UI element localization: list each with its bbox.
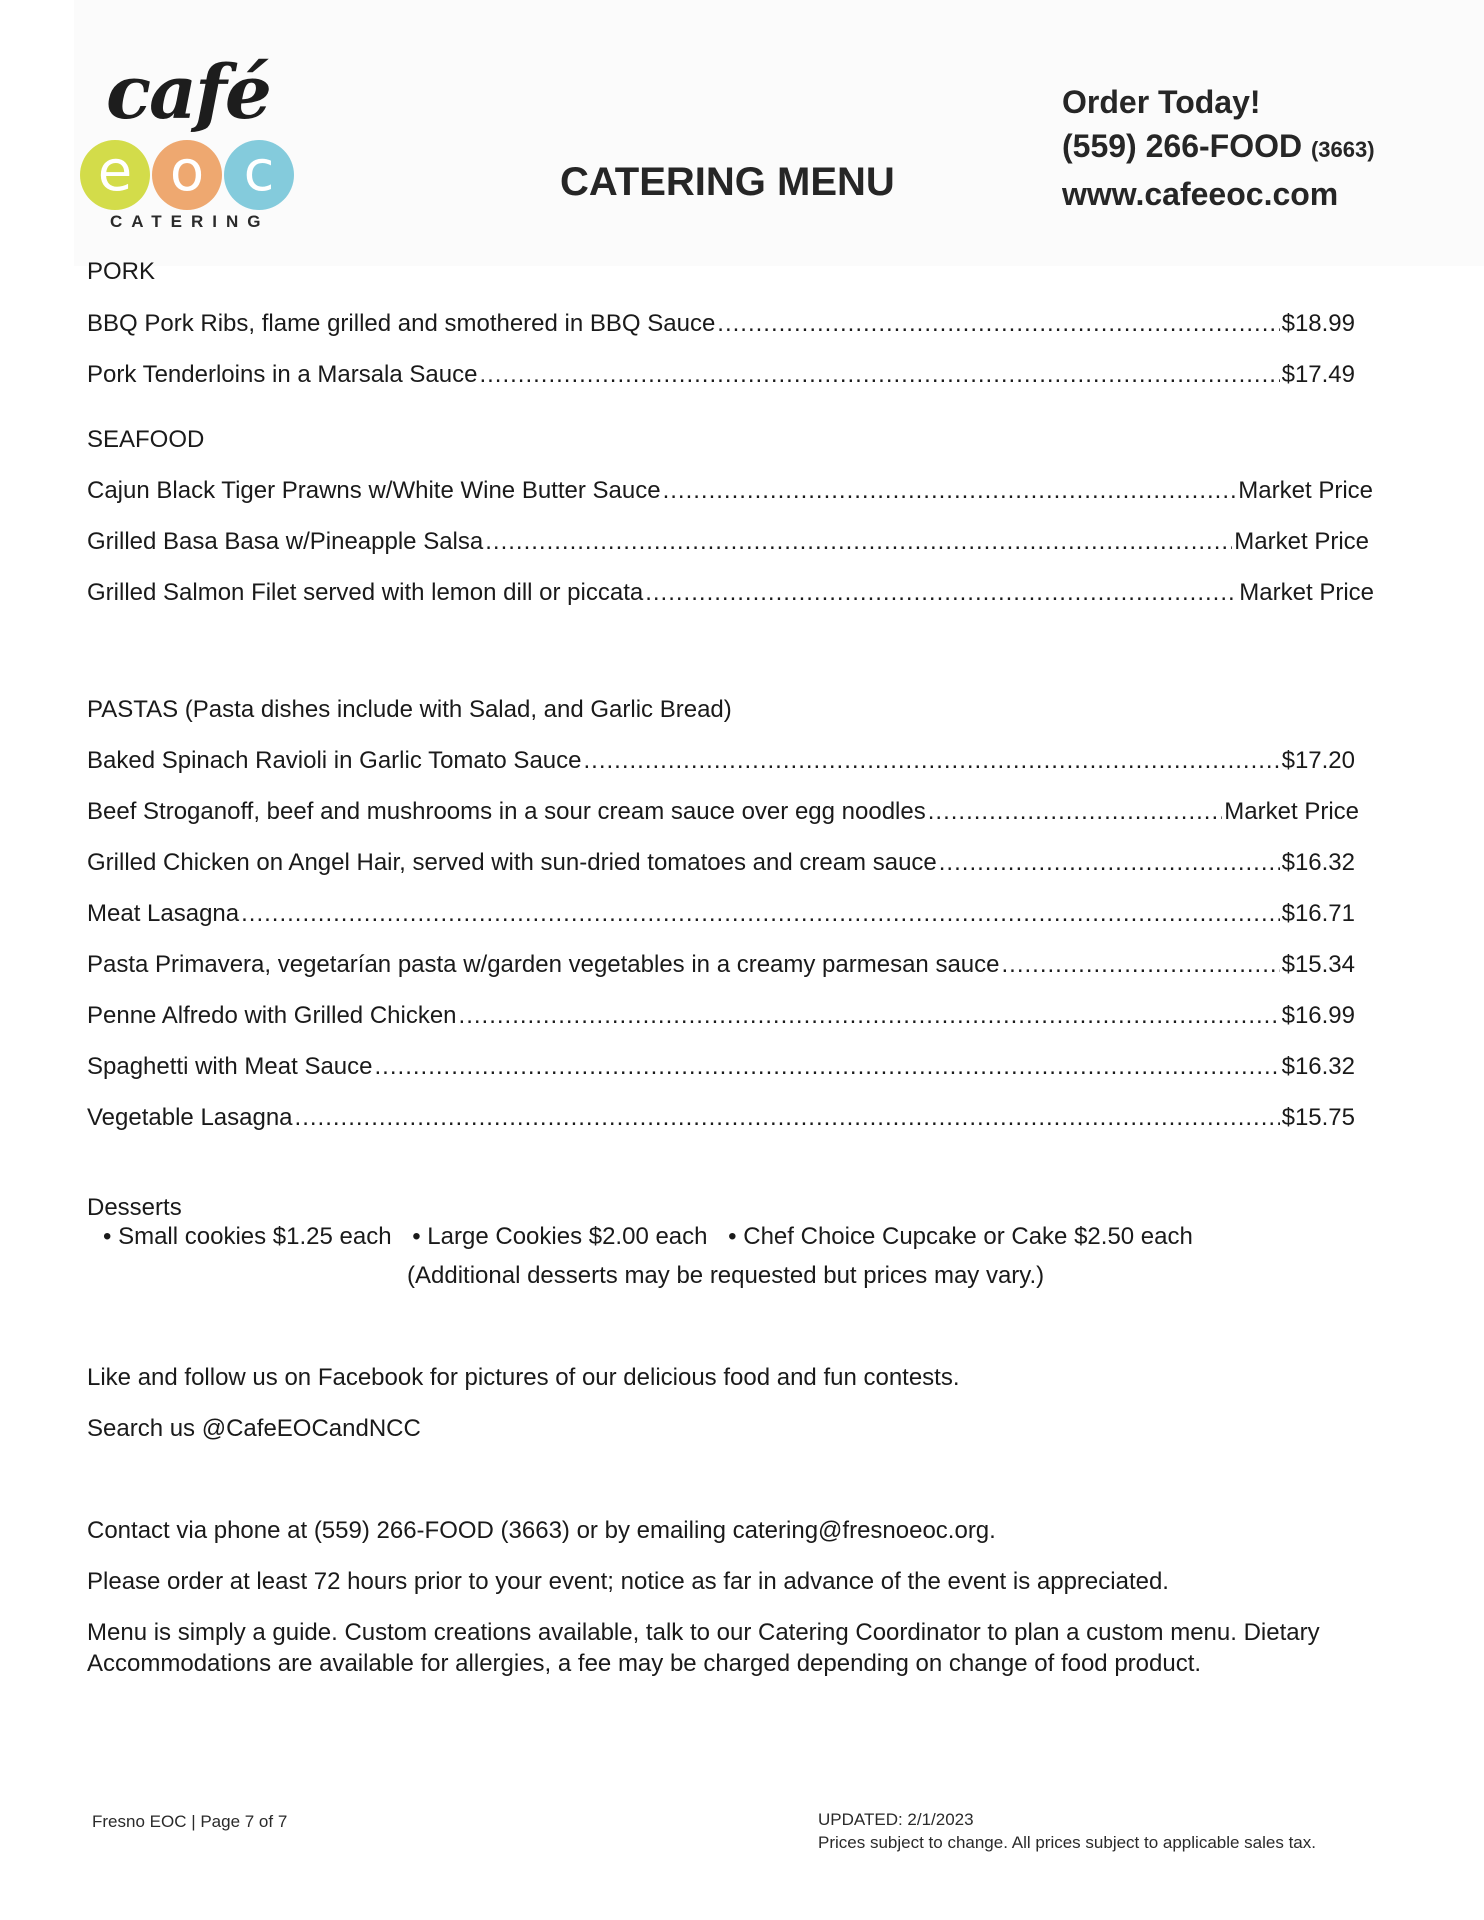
order-info xyxy=(1062,80,1375,216)
leader-dots xyxy=(241,900,1279,928)
menu-item-name: Pasta Primavera, vegetarían pasta w/garden vegetables in a creamy parmesan sauce xyxy=(87,951,1000,978)
order-phone xyxy=(1062,124,1375,172)
logo-cafe-text: café xyxy=(106,50,270,136)
leader-dots xyxy=(479,361,1279,389)
menu-item xyxy=(87,798,1359,826)
menu-item xyxy=(87,361,1355,389)
menu-item-price: $16.99 xyxy=(1281,1002,1355,1029)
menu-item-name: Grilled Basa Basa w/Pineapple Salsa xyxy=(87,528,484,555)
menu-item-name: BBQ Pork Ribs, flame grilled and smothered in BBQ Sauce xyxy=(87,310,716,337)
contact-line: Contact via phone at (559) 266-FOOD (3663) or by emailing catering@fresnoeoc.org. xyxy=(87,1517,996,1544)
cafe-eoc-logo xyxy=(80,50,300,236)
social-handle: Search us @CafeEOCandNCC xyxy=(87,1415,421,1442)
footer-disclaimer: Prices subject to change. All prices subject to applicable sales tax. xyxy=(818,1833,1316,1852)
order-notice: Please order at least 72 hours prior to your event; notice as far in advance of the event is appreciated. xyxy=(87,1568,1169,1595)
section-heading-pork: PORK xyxy=(87,258,156,285)
logo-circle-o: o xyxy=(152,140,222,210)
menu-item xyxy=(87,1104,1355,1132)
menu-item-price: $16.32 xyxy=(1281,849,1355,876)
menu-item-price: Market Price xyxy=(1234,528,1369,555)
order-website-link[interactable]: www.cafeeoc.com xyxy=(1062,176,1339,212)
order-today-label: Order Today! xyxy=(1062,84,1261,120)
menu-item xyxy=(87,747,1355,775)
dessert-item: • Large Cookies $2.00 each xyxy=(412,1223,708,1250)
menu-item-price: $17.20 xyxy=(1281,747,1355,774)
logo-circle-c: c xyxy=(224,140,294,210)
logo-circle-e: e xyxy=(80,140,150,210)
section-heading-pastas: PASTAS (Pasta dishes include with Salad, and Garlic Bread) xyxy=(87,696,732,723)
dessert-item: • Small cookies $1.25 each xyxy=(103,1223,392,1250)
leader-dots xyxy=(459,1002,1280,1030)
social-text: Like and follow us on Facebook for pictures of our delicious food and fun contests. xyxy=(87,1364,960,1391)
menu-item-name: Meat Lasagna xyxy=(87,900,240,927)
menu-item-name: Spaghetti with Meat Sauce xyxy=(87,1053,373,1080)
menu-item xyxy=(87,579,1374,607)
order-phone-number: (559) 266-FOOD xyxy=(1062,128,1303,164)
dessert-item: • Chef Choice Cupcake or Cake $2.50 each xyxy=(728,1223,1193,1250)
leader-dots xyxy=(928,798,1223,826)
menu-item xyxy=(87,849,1355,877)
leader-dots xyxy=(1002,951,1280,979)
menu-item-name: Baked Spinach Ravioli in Garlic Tomato Sauce xyxy=(87,747,582,774)
footer-notes xyxy=(818,1808,1316,1854)
menu-item-price: Market Price xyxy=(1224,798,1359,825)
menu-item-price: $15.34 xyxy=(1281,951,1355,978)
menu-item xyxy=(87,1002,1355,1030)
leader-dots xyxy=(663,477,1237,505)
menu-item-price: $16.71 xyxy=(1281,900,1355,927)
page-title: CATERING MENU xyxy=(560,160,895,204)
menu-item xyxy=(87,951,1355,979)
order-phone-ext: (3663) xyxy=(1310,137,1375,162)
leader-dots xyxy=(583,747,1279,775)
menu-item-name: Pork Tenderloins in a Marsala Sauce xyxy=(87,361,478,388)
footer-page-info: Fresno EOC | Page 7 of 7 xyxy=(92,1812,288,1831)
leader-dots xyxy=(939,849,1280,877)
menu-item-price: Market Price xyxy=(1238,477,1373,504)
menu-item xyxy=(87,900,1355,928)
menu-item-name: Vegetable Lasagna xyxy=(87,1104,293,1131)
menu-item-name: Grilled Salmon Filet served with lemon dill or piccata xyxy=(87,579,644,606)
leader-dots xyxy=(645,579,1237,607)
leader-dots xyxy=(717,310,1279,338)
menu-item-price: $17.49 xyxy=(1281,361,1355,388)
menu-item-price: $16.32 xyxy=(1281,1053,1355,1080)
leader-dots xyxy=(485,528,1232,556)
menu-item xyxy=(87,477,1373,505)
leader-dots xyxy=(295,1104,1280,1132)
menu-item xyxy=(87,310,1355,338)
section-heading-seafood: SEAFOOD xyxy=(87,426,205,453)
menu-item-name: Grilled Chicken on Angel Hair, served with sun-dried tomatoes and cream sauce xyxy=(87,849,937,876)
logo-catering-text: CATERING xyxy=(110,212,270,231)
leader-dots xyxy=(375,1053,1280,1081)
section-heading-desserts: Desserts xyxy=(87,1194,182,1221)
desserts-list xyxy=(103,1223,1207,1251)
menu-item xyxy=(87,1053,1355,1081)
desserts-note: (Additional desserts may be requested but prices may vary.) xyxy=(407,1262,1045,1289)
menu-item-name: Penne Alfredo with Grilled Chicken xyxy=(87,1002,457,1029)
menu-item-price: Market Price xyxy=(1239,579,1374,606)
menu-item xyxy=(87,528,1369,556)
menu-item-price: $15.75 xyxy=(1281,1104,1355,1131)
menu-guide-note: Menu is simply a guide. Custom creations available, talk to our Catering Coordinator to plan a custom menu. Dietary Accommodations are available for allergies, a fee may be charged depending on change of food product. xyxy=(87,1619,1320,1677)
menu-item-name: Beef Stroganoff, beef and mushrooms in a sour cream sauce over egg noodles xyxy=(87,798,926,825)
footer-updated: UPDATED: 2/1/2023 xyxy=(818,1810,974,1829)
menu-item-name: Cajun Black Tiger Prawns w/White Wine Butter Sauce xyxy=(87,477,661,504)
menu-item-price: $18.99 xyxy=(1281,310,1355,337)
